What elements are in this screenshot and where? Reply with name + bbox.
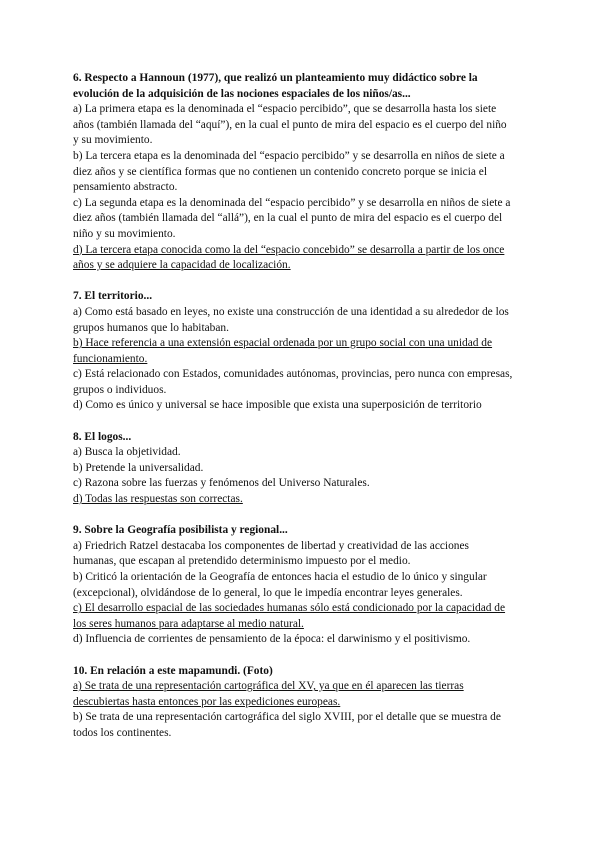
answer-option-correct: b) Hace referencia a una extensión espacial ordenada por un grupo social con una unidad de funcionamiento.	[73, 337, 493, 365]
document-page	[73, 71, 513, 757]
answer-option-correct: d) Todas las respuestas son correctas.	[73, 493, 243, 506]
question-title: 6. Respecto a Hannoun (1977), que realizó un planteamiento muy didáctico sobre la evolución de la adquisición de las nociones espaciales de los niños/as...	[73, 72, 478, 100]
question-title: 8. El logos...	[73, 430, 132, 443]
answer-option: b) Pretende la universalidad.	[73, 461, 204, 474]
answer-option: b) Criticó la orientación de la Geografía de entonces hacia el estudio de lo único y singular (excepcional), olvidándose de lo general, lo que le impedía encontrar leyes generales.	[73, 571, 487, 599]
answer-option: c) Está relacionado con Estados, comunidades autónomas, provincias, pero nunca con empresas, grupos o individuos.	[73, 368, 513, 396]
answer-option: a) Friedrich Ratzel destacaba los componentes de libertad y creatividad de las acciones humanas, que escapan al pretendido determinismo impuesto por el medio.	[73, 539, 469, 568]
question-9	[73, 523, 513, 648]
answer-option: d) Influencia de corrientes de pensamiento de la época: el darwinismo y el positivismo.	[73, 633, 471, 646]
question-title: 9. Sobre la Geografía posibilista y regional...	[73, 524, 288, 537]
answer-option-correct: a) Se trata de una representación cartográfica del XV, ya que en él aparecen las tierras descubiertas hasta entonces por las expediciones europeas.	[73, 680, 464, 708]
answer-option-correct: c) El desarrollo espacial de las sociedades humanas sólo está condicionado por la capacidad de los seres humanos para adaptarse al medio natural.	[73, 602, 506, 630]
answer-option: c) Razona sobre las fuerzas y fenómenos del Universo Naturales.	[73, 477, 370, 490]
answer-option: a) La primera etapa es la denominada el “espacio percibido”, que se desarrolla hasta los siete años (también llamada del “aquí”), en la cual el punto de mira del espacio es el cuerpo del niño y su movimiento.	[73, 103, 507, 147]
answer-option: b) La tercera etapa es la denominada del “espacio percibido” y se desarrolla en niños de siete a diez años y se científica formas que no contienen un contenido concreto porque se inicia el pensamiento abstracto.	[73, 149, 505, 194]
answer-option: b) Se trata de una representación cartográfica del siglo XVIII, por el detalle que se muestra de todos los continentes.	[73, 711, 501, 739]
question-10	[73, 664, 513, 742]
question-8	[73, 430, 513, 508]
question-title: 10. En relación a este mapamundi. (Foto)	[73, 664, 273, 677]
answer-option: c) La segunda etapa es la denominada del “espacio percibido” y se desarrolla en niños de siete a diez años (también llamada del “allá”), en la cual el punto de mira del espacio es el cuerpo del niño y su movimiento.	[73, 196, 511, 240]
answer-option: d) Como es único y universal se hace imposible que exista una superposición de territorio	[73, 399, 482, 412]
question-7	[73, 289, 513, 414]
answer-option: a) Como está basado en leyes, no existe una construcción de una identidad a su alrededor de los grupos humanos que lo habitaban.	[73, 305, 509, 334]
question-title: 7. El territorio...	[73, 290, 153, 303]
answer-option: a) Busca la objetividad.	[73, 446, 181, 459]
answer-option-correct: d) La tercera etapa conocida como la del “espacio concebido” se desarrolla a partir de los once años y se adquiere la capacidad de localización.	[73, 243, 505, 272]
question-6	[73, 71, 513, 274]
